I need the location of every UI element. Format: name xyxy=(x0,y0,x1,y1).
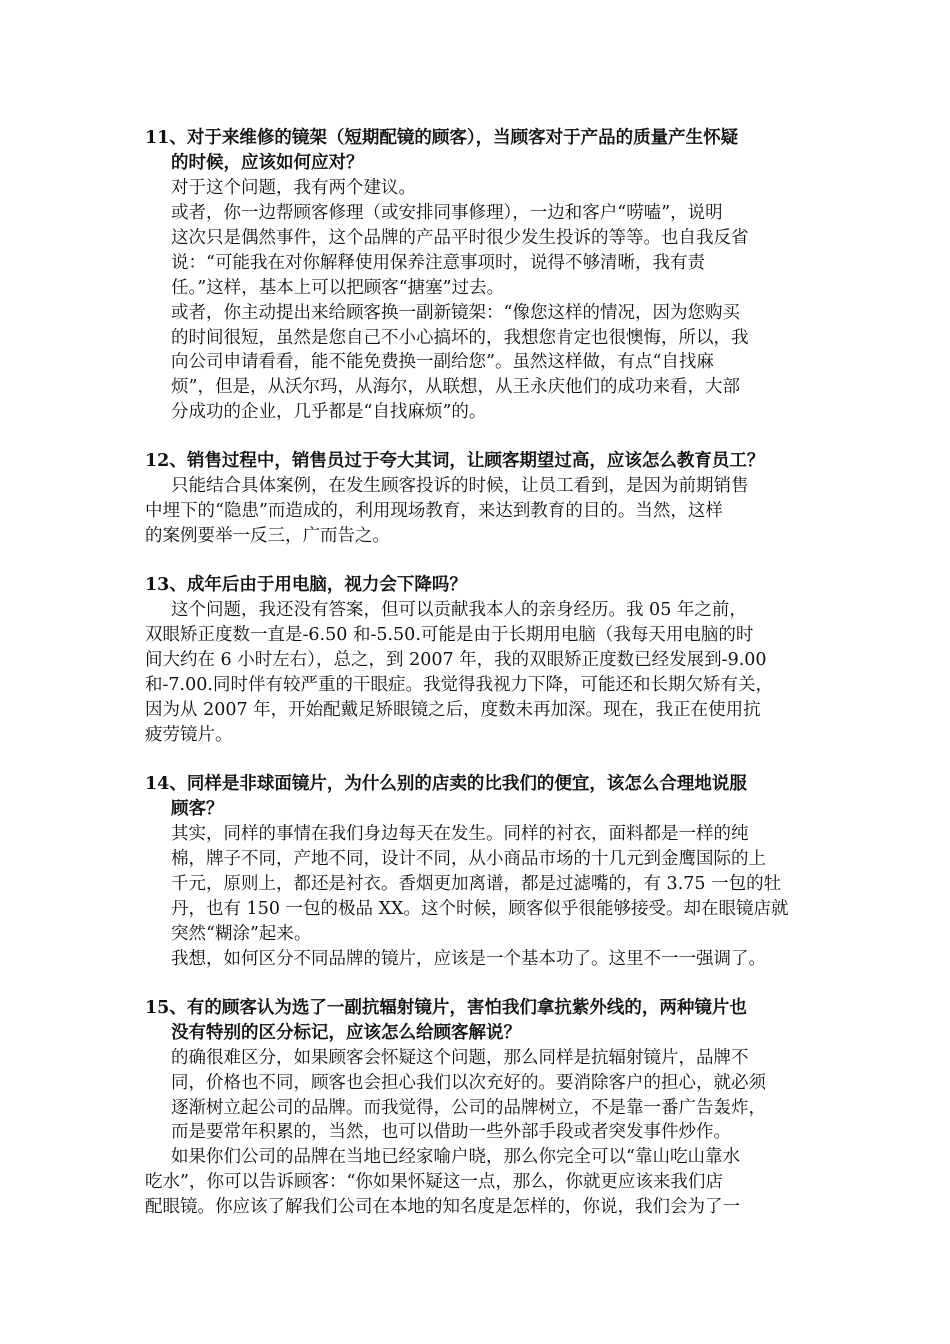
question-heading-line: 没有特别的区分标记，应该怎么给顾客解说？ xyxy=(171,1023,521,1043)
paragraph-line: 分成功的企业，几乎都是“自找麻烦”的。 xyxy=(171,402,487,422)
question-heading-line: 15、有的顾客认为选了一副抗辐射镜片，害怕我们拿抗紫外线的，两种镜片也 xyxy=(145,998,747,1018)
question-heading-line: 12、销售过程中，销售员过于夸大其词，让顾客期望过高，应该怎么教育员工？ xyxy=(145,451,765,471)
paragraph-line: 棉，牌子不同，产地不同，设计不同，从小商品市场的十几元到金鹰国际的上 xyxy=(171,849,766,869)
paragraph-line: 这个问题，我还没有答案，但可以贡献我本人的亲身经历。我 05 年之前， xyxy=(171,600,747,620)
question-heading-line: 的时候，应该如何应对？ xyxy=(171,153,364,173)
paragraph-line: 说：“可能我在对你解释使用保养注意事项时，说得不够清晰，我有责 xyxy=(171,253,705,273)
paragraph-line: 的时间很短，虽然是您自己不小心搞坏的，我想您肯定也很懊悔，所以，我 xyxy=(171,328,749,348)
question-heading-line: 14、同样是非球面镜片，为什么别的店卖的比我们的便宜，该怎么合理地说服 xyxy=(145,774,747,794)
question-heading-line: 顾客？ xyxy=(171,799,224,819)
paragraph-line: 配眼镜。你应该了解我们公司在本地的知名度是怎样的，你说，我们会为了一 xyxy=(145,1197,740,1217)
paragraph-line: 的案例要举一反三，广而告之。 xyxy=(145,526,390,546)
paragraph-line: 或者，你一边帮顾客修理（或安排同事修理），一边和客户“唠嗑”，说明 xyxy=(171,203,723,223)
paragraph-line: 任。”这样，基本上可以把顾客“搪塞”过去。 xyxy=(171,278,505,298)
paragraph-line: 疲劳镜片。 xyxy=(145,725,233,745)
paragraph-line: 或者，你主动提出来给顾客换一副新镜架：“像您这样的情况，因为您购买 xyxy=(171,303,740,323)
paragraph-line: 双眼矫正度数一直是-6.50 和-5.50.可能是由于长期用电脑（我每天用电脑的时 xyxy=(145,625,754,645)
paragraph-line: 其实，同样的事情在我们身边每天在发生。同样的衬衣，面料都是一样的纯 xyxy=(171,824,749,844)
paragraph-line: 同，价格也不同，顾客也会担心我们以次充好的。要消除客户的担心，就必须 xyxy=(171,1073,766,1093)
question-heading-line: 11、对于来维修的镜架（短期配镜的顾客），当顾客对于产品的质量产生怀疑 xyxy=(145,128,739,148)
paragraph-line: 而是要常年积累的，当然，也可以借助一些外部手段或者突发事件炒作。 xyxy=(171,1122,731,1142)
paragraph-line: 向公司申请看看，能不能免费换一副给您”。虽然这样做，有点“自找麻 xyxy=(171,352,714,372)
paragraph-line: 和-7.00.同时伴有较严重的干眼症。我觉得我视力下降，可能还和长期欠矫有关， xyxy=(145,675,773,695)
question-heading-line: 13、成年后由于用电脑，视力会下降吗？ xyxy=(145,575,467,595)
paragraph-line: 我想，如何区分不同品牌的镜片，应该是一个基本功了。这里不一一强调了。 xyxy=(171,949,766,969)
paragraph-line: 吃水”，你可以告诉顾客：“你如果怀疑这一点，那么，你就更应该来我们店 xyxy=(145,1172,723,1192)
paragraph-line: 因为从 2007 年，开始配戴足矫眼镜之后，度数未再加深。现在，我正在使用抗 xyxy=(145,700,761,720)
paragraph-line: 烦”，但是，从沃尔玛，从海尔，从联想，从王永庆他们的成功来看，大部 xyxy=(171,377,740,397)
paragraph-line: 丹，也有 150 一包的极品 XX。这个时候，顾客似乎很能够接受。却在眼镜店就 xyxy=(171,899,789,919)
paragraph-line: 如果你们公司的品牌在当地已经家喻户晓，那么你完全可以“靠山吃山靠水 xyxy=(171,1147,740,1167)
paragraph-line: 逐渐树立起公司的品牌。而我觉得，公司的品牌树立，不是靠一番广告轰炸， xyxy=(171,1098,766,1118)
paragraph-line: 间大约在 6 小时左右），总之，到 2007 年，我的双眼矫正度数已经发展到-9.00 xyxy=(145,650,767,670)
paragraph-line: 中埋下的“隐患”而造成的，利用现场教育，来达到教育的目的。当然，这样 xyxy=(145,501,723,521)
paragraph-line: 千元，原则上，都还是衬衣。香烟更加离谱，都是过滤嘴的，有 3.75 一包的牡 xyxy=(171,874,782,894)
paragraph-line: 的确很难区分，如果顾客会怀疑这个问题，那么同样是抗辐射镜片，品牌不 xyxy=(171,1048,749,1068)
paragraph-line: 这次只是偶然事件，这个品牌的产品平时很少发生投诉的等等。也自我反省 xyxy=(171,228,749,248)
paragraph-line: 突然“糊涂”起来。 xyxy=(171,924,312,944)
paragraph-line: 对于这个问题，我有两个建议。 xyxy=(171,178,416,198)
paragraph-line: 只能结合具体案例，在发生顾客投诉的时候，让员工看到，是因为前期销售 xyxy=(171,476,749,496)
